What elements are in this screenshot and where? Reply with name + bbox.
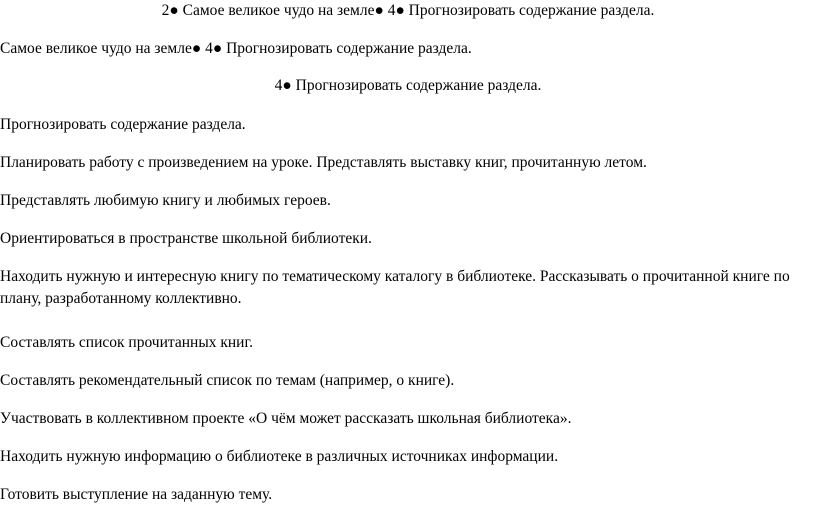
line-paragraph-4: Ориентироваться в пространстве школьной библиотеки. [0,230,372,247]
line-heading-2: Самое великое чудо на земле● 4● Прогнозировать содержание раздела. [0,40,472,57]
line-heading-1: 2● Самое великое чудо на земле● 4● Прогнозировать содержание раздела. [161,2,655,19]
line-heading-3: 4● Прогнозировать содержание раздела. [274,77,542,94]
line-paragraph-7: Составлять рекомендательный список по темам (например, о книге). [0,372,455,389]
line-paragraph-6: Составлять список прочитанных книг. [0,334,253,351]
line-paragraph-2: Планировать работу с произведением на уроке. Представлять выставку книг, прочитанную летом. [0,154,647,171]
line-paragraph-9: Находить нужную информацию о библиотеке в различных источниках информации. [0,448,559,465]
line-paragraph-10: Готовить выступление на заданную тему. [0,486,273,503]
line-paragraph-8: Участвовать в коллективном проекте «О чём может рассказать школьная библиотека». [0,410,572,427]
line-paragraph-5: Находить нужную и интересную книгу по тематическому каталогу в библиотеке. Рассказывать о прочитанной книге по плану, разработанному коллективно. [0,268,790,307]
line-paragraph-3: Представлять любимую книгу и любимых героев. [0,192,331,209]
line-paragraph-1: Прогнозировать содержание раздела. [0,116,246,133]
